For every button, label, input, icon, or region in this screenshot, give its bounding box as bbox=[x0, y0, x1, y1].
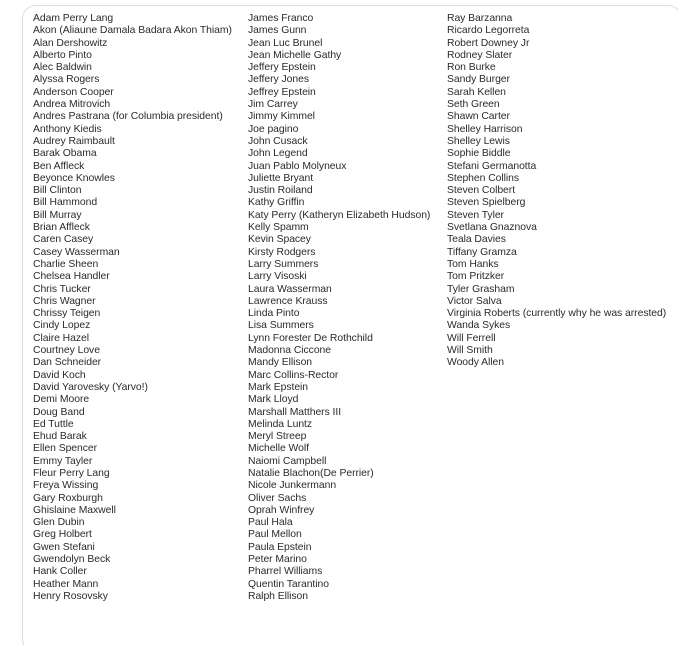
list-item: Kevin Spacey bbox=[248, 234, 311, 246]
list-item: Beyonce Knowles bbox=[33, 172, 115, 184]
list-item: Lisa Summers bbox=[248, 320, 314, 332]
list-item: Alyssa Rogers bbox=[33, 74, 100, 86]
list-item: Ben Affleck bbox=[33, 160, 85, 172]
list-item: Sandy Burger bbox=[447, 74, 510, 86]
list-item: Tom Hanks bbox=[447, 258, 499, 270]
list-item: Bill Clinton bbox=[33, 185, 82, 197]
list-item: Oliver Sachs bbox=[248, 492, 307, 504]
list-item: Victor Salva bbox=[447, 295, 502, 307]
list-item: Woody Allen bbox=[447, 357, 505, 369]
list-item: Oprah Winfrey bbox=[248, 504, 315, 516]
list-item: John Cusack bbox=[248, 135, 308, 147]
list-item: Gwendolyn Beck bbox=[33, 554, 111, 566]
list-item: Peter Marino bbox=[248, 554, 307, 566]
list-item: Jeffery Jones bbox=[248, 74, 309, 86]
list-item: Freya Wissing bbox=[33, 480, 99, 492]
list-item: Cindy Lopez bbox=[33, 320, 91, 332]
list-item: Mark Epstein bbox=[248, 381, 309, 393]
list-item: Henry Rosovsky bbox=[33, 590, 108, 602]
list-item: Greg Holbert bbox=[33, 529, 92, 541]
list-item: Jean Luc Brunel bbox=[248, 37, 323, 49]
list-item: Teala Davies bbox=[447, 234, 506, 246]
list-item: Ehud Barak bbox=[33, 431, 87, 443]
list-item: Anderson Cooper bbox=[33, 86, 114, 98]
list-item: Steven Spielberg bbox=[447, 197, 526, 209]
list-item: Andrea Mitrovich bbox=[33, 99, 111, 111]
list-item: Charlie Sheen bbox=[33, 258, 99, 270]
list-item: Will Ferrell bbox=[447, 332, 496, 344]
list-item: Justin Roiland bbox=[248, 185, 313, 197]
list-item: Tom Pritzker bbox=[447, 271, 505, 283]
list-item: Stefani Germanotta bbox=[447, 160, 537, 172]
list-item: Michelle Wolf bbox=[248, 443, 309, 455]
list-item: Mark Lloyd bbox=[248, 394, 299, 406]
list-item: James Franco bbox=[248, 13, 314, 24]
list-item: Gary Roxburgh bbox=[33, 492, 103, 504]
list-item: Shawn Carter bbox=[447, 111, 510, 123]
list-item: Chris Tucker bbox=[33, 283, 91, 295]
list-item: Marc Collins-Rector bbox=[248, 369, 339, 381]
list-item: Juan Pablo Molyneux bbox=[248, 160, 347, 172]
list-item: Glen Dubin bbox=[33, 517, 85, 529]
list-item: Pharrel Williams bbox=[248, 566, 323, 578]
list-item: Linda Pinto bbox=[248, 308, 300, 320]
list-item: Akon (Aliaune Damala Badara Akon Thiam) bbox=[33, 25, 232, 37]
list-item: Wanda Sykes bbox=[447, 320, 511, 332]
list-item: Paul Mellon bbox=[248, 529, 302, 541]
list-item: Katy Perry (Katheryn Elizabeth Hudson) bbox=[248, 209, 431, 221]
list-item: Doug Band bbox=[33, 406, 85, 418]
list-item: Heather Mann bbox=[33, 578, 99, 590]
list-item: Melinda Luntz bbox=[248, 418, 313, 430]
list-item: Fleur Perry Lang bbox=[33, 467, 110, 479]
list-item: Will Smith bbox=[447, 345, 493, 357]
list-item: Hank Coller bbox=[33, 566, 87, 578]
list-item: Steven Colbert bbox=[447, 185, 516, 197]
list-item: Svetlana Gnaznova bbox=[447, 222, 537, 234]
list-item: Lawrence Krauss bbox=[248, 295, 328, 307]
list-item: Andres Pastrana (for Columbia president) bbox=[33, 111, 223, 123]
list-item: Tyler Grasham bbox=[447, 283, 515, 295]
list-item: Jim Carrey bbox=[248, 99, 298, 111]
list-item: Dan Schneider bbox=[33, 357, 102, 369]
list-item: Seth Green bbox=[447, 99, 500, 111]
list-item: Steven Tyler bbox=[447, 209, 504, 221]
list-item: Joe pagino bbox=[248, 123, 299, 135]
list-item: Kirsty Rodgers bbox=[248, 246, 316, 258]
list-item: Larry Visoski bbox=[248, 271, 307, 283]
list-item: Brian Affleck bbox=[33, 222, 90, 234]
list-item: Jeffery Epstein bbox=[248, 62, 316, 74]
list-item: Kathy Griffin bbox=[248, 197, 305, 209]
name-column-1 bbox=[33, 13, 232, 603]
list-item: John Legend bbox=[248, 148, 308, 160]
list-item: David Koch bbox=[33, 369, 86, 381]
list-item: Madonna Ciccone bbox=[248, 345, 332, 357]
list-item: Ralph Ellison bbox=[248, 590, 308, 602]
list-item: Kelly Spamm bbox=[248, 222, 309, 234]
list-item: Paul Hala bbox=[248, 517, 293, 529]
list-item: Ron Burke bbox=[447, 62, 496, 74]
list-item: Alan Dershowitz bbox=[33, 37, 108, 49]
list-item: Larry Summers bbox=[248, 258, 319, 270]
list-item: Chrissy Teigen bbox=[33, 308, 101, 320]
list-item: Juliette Bryant bbox=[248, 172, 314, 184]
list-item: Rodney Slater bbox=[447, 49, 513, 61]
list-item: Jimmy Kimmel bbox=[248, 111, 315, 123]
list-item: Demi Moore bbox=[33, 394, 90, 406]
list-item: Mandy Ellison bbox=[248, 357, 313, 369]
list-item: Ricardo Legorreta bbox=[447, 25, 530, 37]
list-item: James Gunn bbox=[248, 25, 307, 37]
list-item: Lynn Forester De Rothchild bbox=[248, 332, 373, 344]
list-item: Virginia Roberts (currently why he was arrested) bbox=[447, 308, 667, 320]
list-item: Shelley Harrison bbox=[447, 123, 523, 135]
list-item: Barak Obama bbox=[33, 148, 97, 160]
list-item: Naiomi Campbell bbox=[248, 455, 327, 467]
list-item: Natalie Blachon(De Perrier) bbox=[248, 467, 374, 479]
list-item: Ed Tuttle bbox=[33, 418, 74, 430]
list-item: Laura Wasserman bbox=[248, 283, 332, 295]
list-item: Ellen Spencer bbox=[33, 443, 98, 455]
list-item: Courtney Love bbox=[33, 345, 100, 357]
list-item: Bill Hammond bbox=[33, 197, 98, 209]
list-item: Sophie Biddle bbox=[447, 148, 511, 160]
list-item: Jeffrey Epstein bbox=[248, 86, 316, 98]
list-item: Sarah Kellen bbox=[447, 86, 506, 98]
list-item: Tiffany Gramza bbox=[447, 246, 517, 258]
list-item: Casey Wasserman bbox=[33, 246, 120, 258]
list-item: Chris Wagner bbox=[33, 295, 96, 307]
list-item: Claire Hazel bbox=[33, 332, 89, 344]
list-item: Caren Casey bbox=[33, 234, 94, 246]
list-item: Audrey Raimbault bbox=[33, 135, 115, 147]
list-item: David Yarovesky (Yarvo!) bbox=[33, 381, 148, 393]
name-column-3 bbox=[447, 13, 666, 370]
name-column-2 bbox=[248, 13, 430, 603]
list-item: Marshall Matthers III bbox=[248, 406, 342, 418]
list-item: Paula Epstein bbox=[248, 541, 312, 553]
list-item: Meryl Streep bbox=[248, 431, 307, 443]
list-item: Robert Downey Jr bbox=[447, 37, 530, 49]
list-item: Alberto Pinto bbox=[33, 49, 92, 61]
list-item: Ray Barzanna bbox=[447, 13, 513, 24]
list-item: Nicole Junkermann bbox=[248, 480, 337, 492]
list-item: Jean Michelle Gathy bbox=[248, 49, 342, 61]
list-item: Bill Murray bbox=[33, 209, 82, 221]
list-item: Ghislaine Maxwell bbox=[33, 504, 116, 516]
list-item: Chelsea Handler bbox=[33, 271, 110, 283]
list-item: Stephen Collins bbox=[447, 172, 520, 184]
list-item: Gwen Stefani bbox=[33, 541, 95, 553]
list-item: Emmy Tayler bbox=[33, 455, 93, 467]
list-item: Adam Perry Lang bbox=[33, 13, 114, 24]
list-item: Shelley Lewis bbox=[447, 135, 510, 147]
list-item: Quentin Tarantino bbox=[248, 578, 329, 590]
list-item: Anthony Kiedis bbox=[33, 123, 102, 135]
list-item: Alec Baldwin bbox=[33, 62, 92, 74]
